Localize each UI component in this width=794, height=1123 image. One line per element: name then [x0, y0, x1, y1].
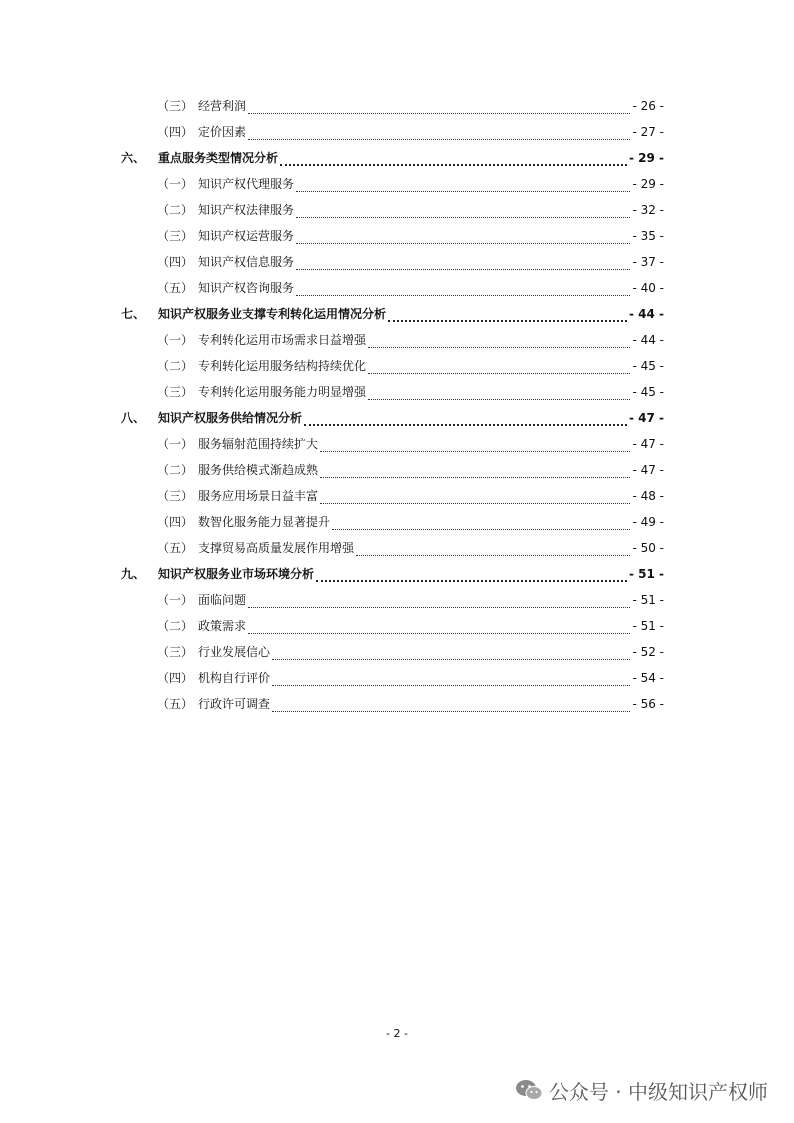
- toc-page-number: - 32 -: [632, 203, 664, 217]
- toc-page-number: - 44 -: [628, 307, 664, 321]
- toc-page-number: - 44 -: [632, 333, 664, 347]
- toc-section-row[interactable]: [0, 149, 794, 167]
- toc-page-number: - 26 -: [632, 99, 664, 113]
- toc-leader-dots: [296, 261, 630, 270]
- toc-subsection-row[interactable]: [0, 617, 794, 635]
- toc-leader-dots: [296, 183, 630, 192]
- toc-subsection-row[interactable]: [0, 539, 794, 557]
- wechat-icon: [515, 1078, 543, 1102]
- toc-page-number: - 35 -: [632, 229, 664, 243]
- toc-leader-dots: [368, 391, 630, 400]
- toc-number: （三）: [157, 385, 194, 399]
- toc-section-row[interactable]: [0, 305, 794, 323]
- toc-subsection-row[interactable]: [0, 97, 794, 115]
- toc-number: （二）: [157, 359, 194, 373]
- toc-number: （二）: [157, 619, 194, 633]
- toc-leader-dots: [320, 495, 630, 504]
- toc-page-number: - 51 -: [628, 567, 664, 581]
- toc-leader-dots: [272, 677, 630, 686]
- toc-subsection-row[interactable]: [0, 175, 794, 193]
- toc-title: 政策需求: [198, 619, 247, 633]
- toc-title: 知识产权服务业支撑专利转化运用情况分析: [158, 307, 387, 321]
- toc-subsection-row[interactable]: [0, 461, 794, 479]
- page-number: - 2 -: [386, 1027, 408, 1040]
- toc-page-number: - 54 -: [632, 671, 664, 685]
- toc-page-number: - 45 -: [632, 385, 664, 399]
- toc-leader-dots: [296, 287, 630, 296]
- toc-number: 六、: [121, 151, 146, 165]
- toc-section-row[interactable]: [0, 409, 794, 427]
- toc-page-number: - 47 -: [632, 463, 664, 477]
- toc-subsection-row[interactable]: [0, 669, 794, 687]
- toc-title: 知识产权法律服务: [198, 203, 295, 217]
- toc-subsection-row[interactable]: [0, 279, 794, 297]
- toc-leader-dots: [356, 547, 630, 556]
- toc-title: 知识产权服务业市场环境分析: [158, 567, 315, 581]
- toc-subsection-row[interactable]: [0, 123, 794, 141]
- toc-title: 重点服务类型情况分析: [158, 151, 279, 165]
- toc-page-number: - 50 -: [632, 541, 664, 555]
- toc-title: 知识产权服务供给情况分析: [158, 411, 303, 425]
- toc-subsection-row[interactable]: [0, 513, 794, 531]
- toc-number: （一）: [157, 593, 194, 607]
- toc-leader-dots: [272, 651, 630, 660]
- toc-page-number: - 48 -: [632, 489, 664, 503]
- toc-leader-dots: [320, 469, 630, 478]
- toc-page-number: - 49 -: [632, 515, 664, 529]
- toc-page-number: - 51 -: [632, 593, 664, 607]
- toc-leader-dots: [280, 156, 627, 166]
- toc-title: 服务供给模式渐趋成熟: [198, 463, 319, 477]
- toc-leader-dots: [320, 443, 630, 452]
- toc-page-number: - 47 -: [628, 411, 664, 425]
- toc-leader-dots: [332, 521, 630, 530]
- toc-number: （一）: [157, 177, 194, 191]
- watermark: [515, 1074, 768, 1106]
- toc-number: （三）: [157, 99, 194, 113]
- toc-page-number: - 56 -: [632, 697, 664, 711]
- toc-title: 行业发展信心: [198, 645, 271, 659]
- toc-page-number: - 40 -: [632, 281, 664, 295]
- toc-number: （四）: [157, 125, 194, 139]
- toc-page-number: - 45 -: [632, 359, 664, 373]
- toc-page-number: - 47 -: [632, 437, 664, 451]
- toc-title: 专利转化运用服务结构持续优化: [198, 359, 367, 373]
- toc-number: （二）: [157, 203, 194, 217]
- watermark-text: 公众号 · 中级知识产权师: [548, 1079, 768, 1104]
- toc-title: 行政许可调查: [198, 697, 271, 711]
- toc-subsection-row[interactable]: [0, 695, 794, 713]
- toc-page-number: - 51 -: [632, 619, 664, 633]
- toc-page-number: - 37 -: [632, 255, 664, 269]
- toc-title: 服务应用场景日益丰富: [198, 489, 319, 503]
- toc-title: 定价因素: [198, 125, 247, 139]
- toc-subsection-row[interactable]: [0, 331, 794, 349]
- toc-subsection-row[interactable]: [0, 487, 794, 505]
- toc-leader-dots: [296, 209, 630, 218]
- toc-title: 支撑贸易高质量发展作用增强: [198, 541, 355, 555]
- toc-title: 专利转化运用服务能力明显增强: [198, 385, 367, 399]
- toc-number: （四）: [157, 671, 194, 685]
- toc-subsection-row[interactable]: [0, 383, 794, 401]
- toc-page-number: - 52 -: [632, 645, 664, 659]
- toc-number: （三）: [157, 645, 194, 659]
- toc-page-number: - 27 -: [632, 125, 664, 139]
- toc-subsection-row[interactable]: [0, 201, 794, 219]
- toc-number: 八、: [121, 411, 146, 425]
- toc-number: （四）: [157, 255, 194, 269]
- toc-number: （三）: [157, 229, 194, 243]
- toc-title: 知识产权运营服务: [198, 229, 295, 243]
- toc-number: 七、: [121, 307, 146, 321]
- toc-subsection-row[interactable]: [0, 591, 794, 609]
- toc-page-number: - 29 -: [632, 177, 664, 191]
- toc-number: （五）: [157, 281, 194, 295]
- toc-title: 知识产权代理服务: [198, 177, 295, 191]
- toc-number: （四）: [157, 515, 194, 529]
- toc-title: 知识产权咨询服务: [198, 281, 295, 295]
- toc-title: 面临问题: [198, 593, 247, 607]
- toc-title: 数智化服务能力显著提升: [198, 515, 331, 529]
- toc-number: （一）: [157, 333, 194, 347]
- toc-title: 服务辐射范围持续扩大: [198, 437, 319, 451]
- toc-leader-dots: [368, 365, 630, 374]
- toc-subsection-row[interactable]: [0, 435, 794, 453]
- toc-leader-dots: [388, 312, 627, 322]
- toc-leader-dots: [368, 339, 630, 348]
- toc-leader-dots: [248, 599, 630, 608]
- toc-leader-dots: [296, 235, 630, 244]
- toc-title: 专利转化运用市场需求日益增强: [198, 333, 367, 347]
- toc-section-row[interactable]: [0, 565, 794, 583]
- toc-number: （五）: [157, 697, 194, 711]
- toc-title: 机构自行评价: [198, 671, 271, 685]
- toc-subsection-row[interactable]: [0, 643, 794, 661]
- toc-leader-dots: [248, 131, 630, 140]
- toc-leader-dots: [272, 703, 630, 712]
- toc-subsection-row[interactable]: [0, 357, 794, 375]
- toc-leader-dots: [248, 625, 630, 634]
- toc-title: 经营利润: [198, 99, 247, 113]
- toc-subsection-row[interactable]: [0, 227, 794, 245]
- toc-leader-dots: [316, 572, 627, 582]
- toc-leader-dots: [248, 105, 630, 114]
- toc-number: （一）: [157, 437, 194, 451]
- toc-page-number: - 29 -: [628, 151, 664, 165]
- toc-number: （三）: [157, 489, 194, 503]
- toc-title: 知识产权信息服务: [198, 255, 295, 269]
- toc-number: （二）: [157, 463, 194, 477]
- toc-subsection-row[interactable]: [0, 253, 794, 271]
- toc-leader-dots: [304, 416, 627, 426]
- toc-number: （五）: [157, 541, 194, 555]
- toc-number: 九、: [121, 567, 146, 581]
